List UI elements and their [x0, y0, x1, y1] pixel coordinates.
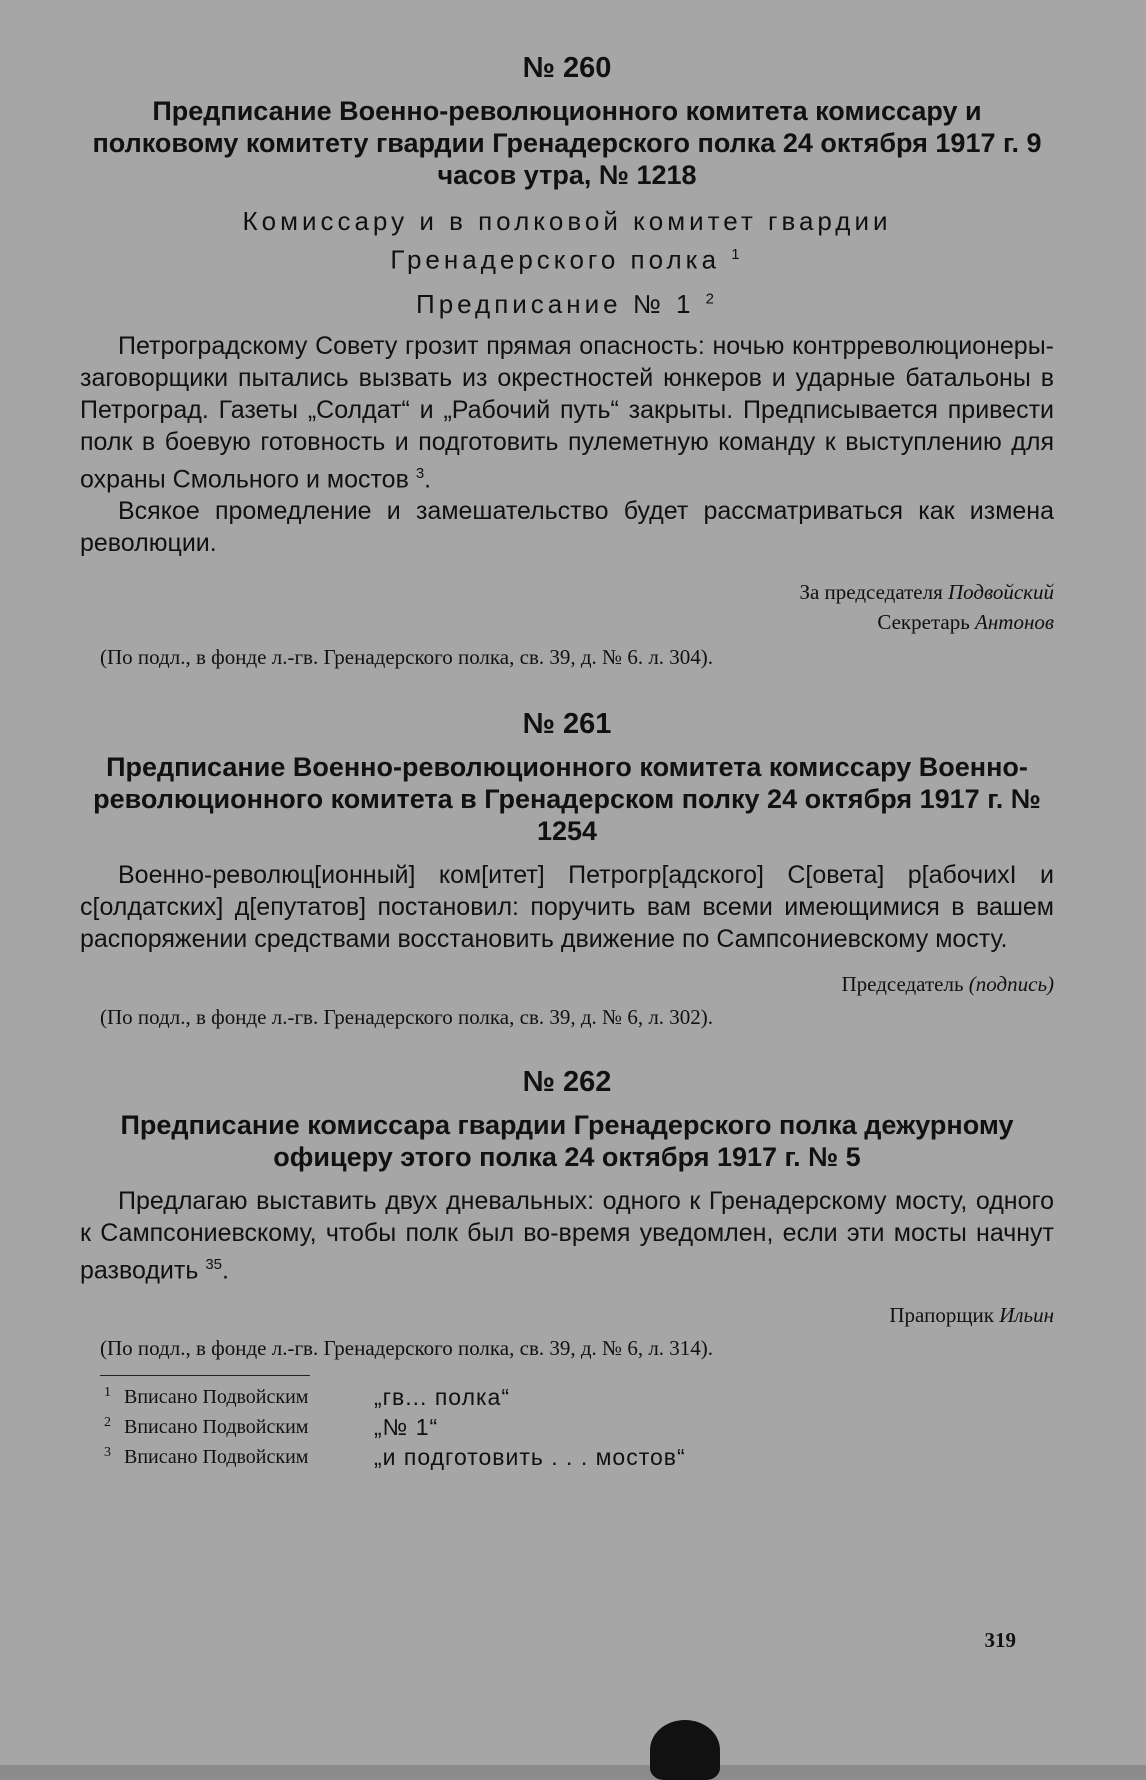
addressee-line-2: Гренадерского полка	[390, 244, 721, 275]
footnote-text: „гв... полка“	[374, 1384, 511, 1411]
signer-role: Прапорщик	[889, 1303, 994, 1328]
paragraph-text: Петроградскому Совету грозит прямая опасность: ночью контрреволюционеры-заговорщики пытались вызвать из окрестностей юнкеров и ударные батальоны в Петроград. Газеты „Солдат“ и „Рабочий путь“ закрыты. Предписывается привести полк в боевую готовность и подготовить пулеметную команду к выступлению для охраны Смольного и мостов	[80, 331, 1054, 493]
signer-name: Подвойский	[948, 579, 1054, 604]
document-260	[80, 52, 1054, 670]
footnote-text: „№ 1“	[374, 1414, 439, 1441]
page-number: 319	[984, 1628, 1016, 1652]
body-paragraph	[80, 1185, 1054, 1286]
signer-role: Председатель	[841, 971, 964, 996]
footnote-text: „и подготовить . . . мостов“	[374, 1444, 686, 1471]
footnote-ref: 2	[705, 290, 718, 307]
signature-line	[80, 969, 1054, 999]
paragraph-text: Предлагаю выставить двух дневальных: одного к Гренадерскому мосту, одного к Сампсониевскому, чтобы полк был во-время уведомлен, если эти мосты начнут разводить	[80, 1186, 1054, 1285]
signature-line	[80, 577, 1054, 607]
footnote-number: 1	[104, 1385, 111, 1401]
footnote-number: 3	[104, 1445, 111, 1461]
signature-line	[80, 607, 1054, 637]
addressee	[80, 205, 1054, 277]
footnote	[80, 1382, 1054, 1412]
addressee-line-1: Комиссару и в полковой комитет гвардии	[242, 206, 892, 236]
order-heading-text: Предписание № 1	[416, 288, 695, 319]
document-number: № 262	[522, 1065, 612, 1098]
document-number: № 261	[522, 707, 612, 740]
signer-name: Антонов	[975, 609, 1054, 634]
archive-source: (По подл., в фонде л.-гв. Гренадерского полка, св. 39, д. № 6, л. 314).	[100, 1336, 714, 1361]
document-number: № 260	[522, 52, 612, 84]
footnote-author: Вписано Подвойским	[124, 1386, 309, 1409]
document-262	[80, 1066, 1054, 1361]
footnote-divider	[100, 1375, 310, 1376]
document-title: Предписание комиссара гвардии Гренадерского полка дежурному офицеру этого полка 24 октября 1917 г. № 5	[120, 1109, 1014, 1172]
footnote-author: Вписано Подвойским	[124, 1416, 309, 1439]
footnotes	[80, 1382, 1054, 1472]
footnote-author: Вписано Подвойским	[124, 1446, 309, 1469]
footnote-ref: 35	[205, 1255, 223, 1273]
archive-source: (По подл., в фонде л.-гв. Гренадерского полка, св. 39, д. № 6. л. 304).	[100, 644, 714, 669]
body-paragraph	[80, 330, 1054, 495]
footnote-ref: 3	[415, 464, 425, 482]
footnote	[80, 1412, 1054, 1442]
order-heading	[80, 289, 1054, 320]
footnote	[80, 1442, 1054, 1472]
paragraph-end: .	[424, 464, 432, 493]
body-paragraph: Военно-революц[ионный] ком[итет] Петрогр[адского] С[овета] р[абочихI и с[олдатских] д[епутатов] постановил: поручить вам всеми имеющимися в вашем распоряжении средствами восстановить движение по Сампсониевскому мосту.	[80, 860, 1054, 953]
signer-role: За председателя	[799, 579, 943, 604]
signer-role: Секретарь	[877, 609, 970, 634]
archive-source: (По подл., в фонде л.-гв. Гренадерского полка, св. 39, д. № 6, л. 302).	[100, 1004, 714, 1029]
footnote-ref: 1	[731, 246, 744, 263]
signer-name: (подпись)	[968, 971, 1054, 996]
signer-name: Ильин	[999, 1303, 1054, 1328]
paragraph-end: .	[222, 1256, 229, 1285]
document-261	[80, 708, 1054, 1030]
document-title: Предписание Военно-революционного комитета комиссару Военно-революционного комитета в Гренадерском полку 24 октября 1917 г. № 1254	[93, 751, 1041, 846]
body-paragraph: Всякое промедление и замешательство будет рассматриваться как измена революции.	[80, 496, 1054, 557]
footnote-number: 2	[104, 1415, 111, 1431]
ink-stain	[650, 1720, 720, 1780]
document-title: Предписание Военно-революционного комитета комиссару и полковому комитету гвардии Гренадерского полка 24 октября 1917 г. 9 часов утра, № 1218	[92, 96, 1042, 190]
signature-line	[80, 1300, 1054, 1330]
